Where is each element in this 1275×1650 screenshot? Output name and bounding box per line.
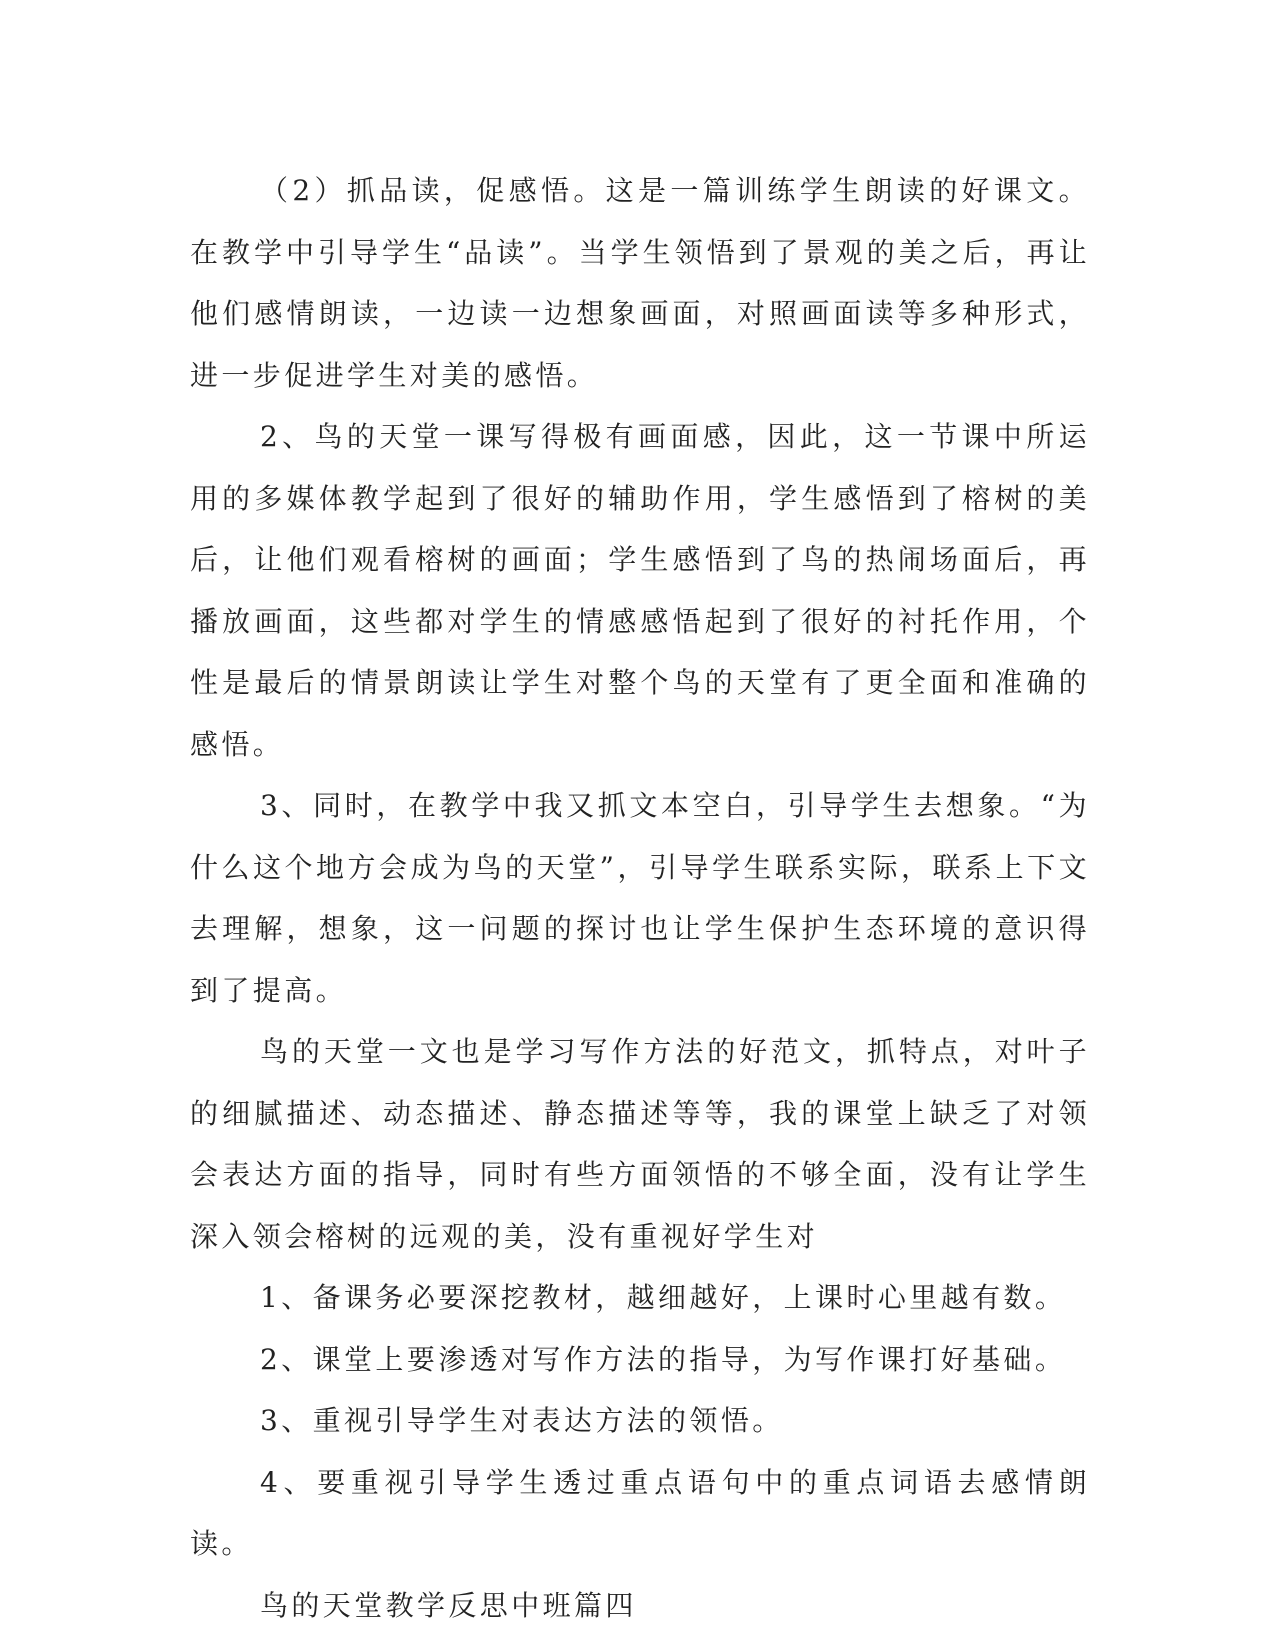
- paragraph-3: 3、同时，在教学中我又抓文本空白，引导学生去想象。“为什么这个地方会成为鸟的天堂”，引导学生联系实际，联系上下文去理解，想象，这一问题的探讨也让学生保护生态环境的意识得到了提高。: [190, 789, 1090, 1007]
- paragraph-2: 2、鸟的天堂一课写得极有画面感，因此，这一节课中所运用的多媒体教学起到了很好的辅助作用，学生感悟到了榕树的美后，让他们观看榕树的画面；学生感悟到了鸟的热闹场面后，再播放画面，这些都对学生的情感感悟起到了很好的衬托作用，个性是最后的情景朗读让学生对整个鸟的天堂有了更全面和准确的感悟。: [190, 420, 1090, 761]
- document-body: [190, 160, 1090, 1636]
- paragraph-1: （2）抓品读，促感悟。这是一篇训练学生朗读的好课文。在教学中引导学生“品读”。当学生领悟到了景观的美之后，再让他们感情朗读，一边读一边想象画面，对照画面读等多种形式，进一步促进学生对美的感悟。: [190, 174, 1090, 392]
- list-item-1: 1、备课务必要深挖教材，越细越好，上课时心里越有数。: [260, 1281, 1067, 1314]
- list-item-4: 4、要重视引导学生透过重点语句中的重点词语去感情朗读。: [190, 1465, 1090, 1560]
- list-item-2: 2、课堂上要渗透对写作方法的指导，为写作课打好基础。: [260, 1342, 1067, 1376]
- list-item-3: 3、重视引导学生对表达方法的领悟。: [260, 1404, 784, 1437]
- paragraph-4: 鸟的天堂一文也是学习写作方法的好范文，抓特点，对叶子的细腻描述、动态描述、静态描述等等，我的课堂上缺乏了对领会表达方面的指导，同时有些方面领悟的不够全面，没有让学生深入领会榕树的远观的美，没有重视好学生对: [190, 1035, 1090, 1253]
- section-heading: 鸟的天堂教学反思中班篇四: [260, 1588, 637, 1622]
